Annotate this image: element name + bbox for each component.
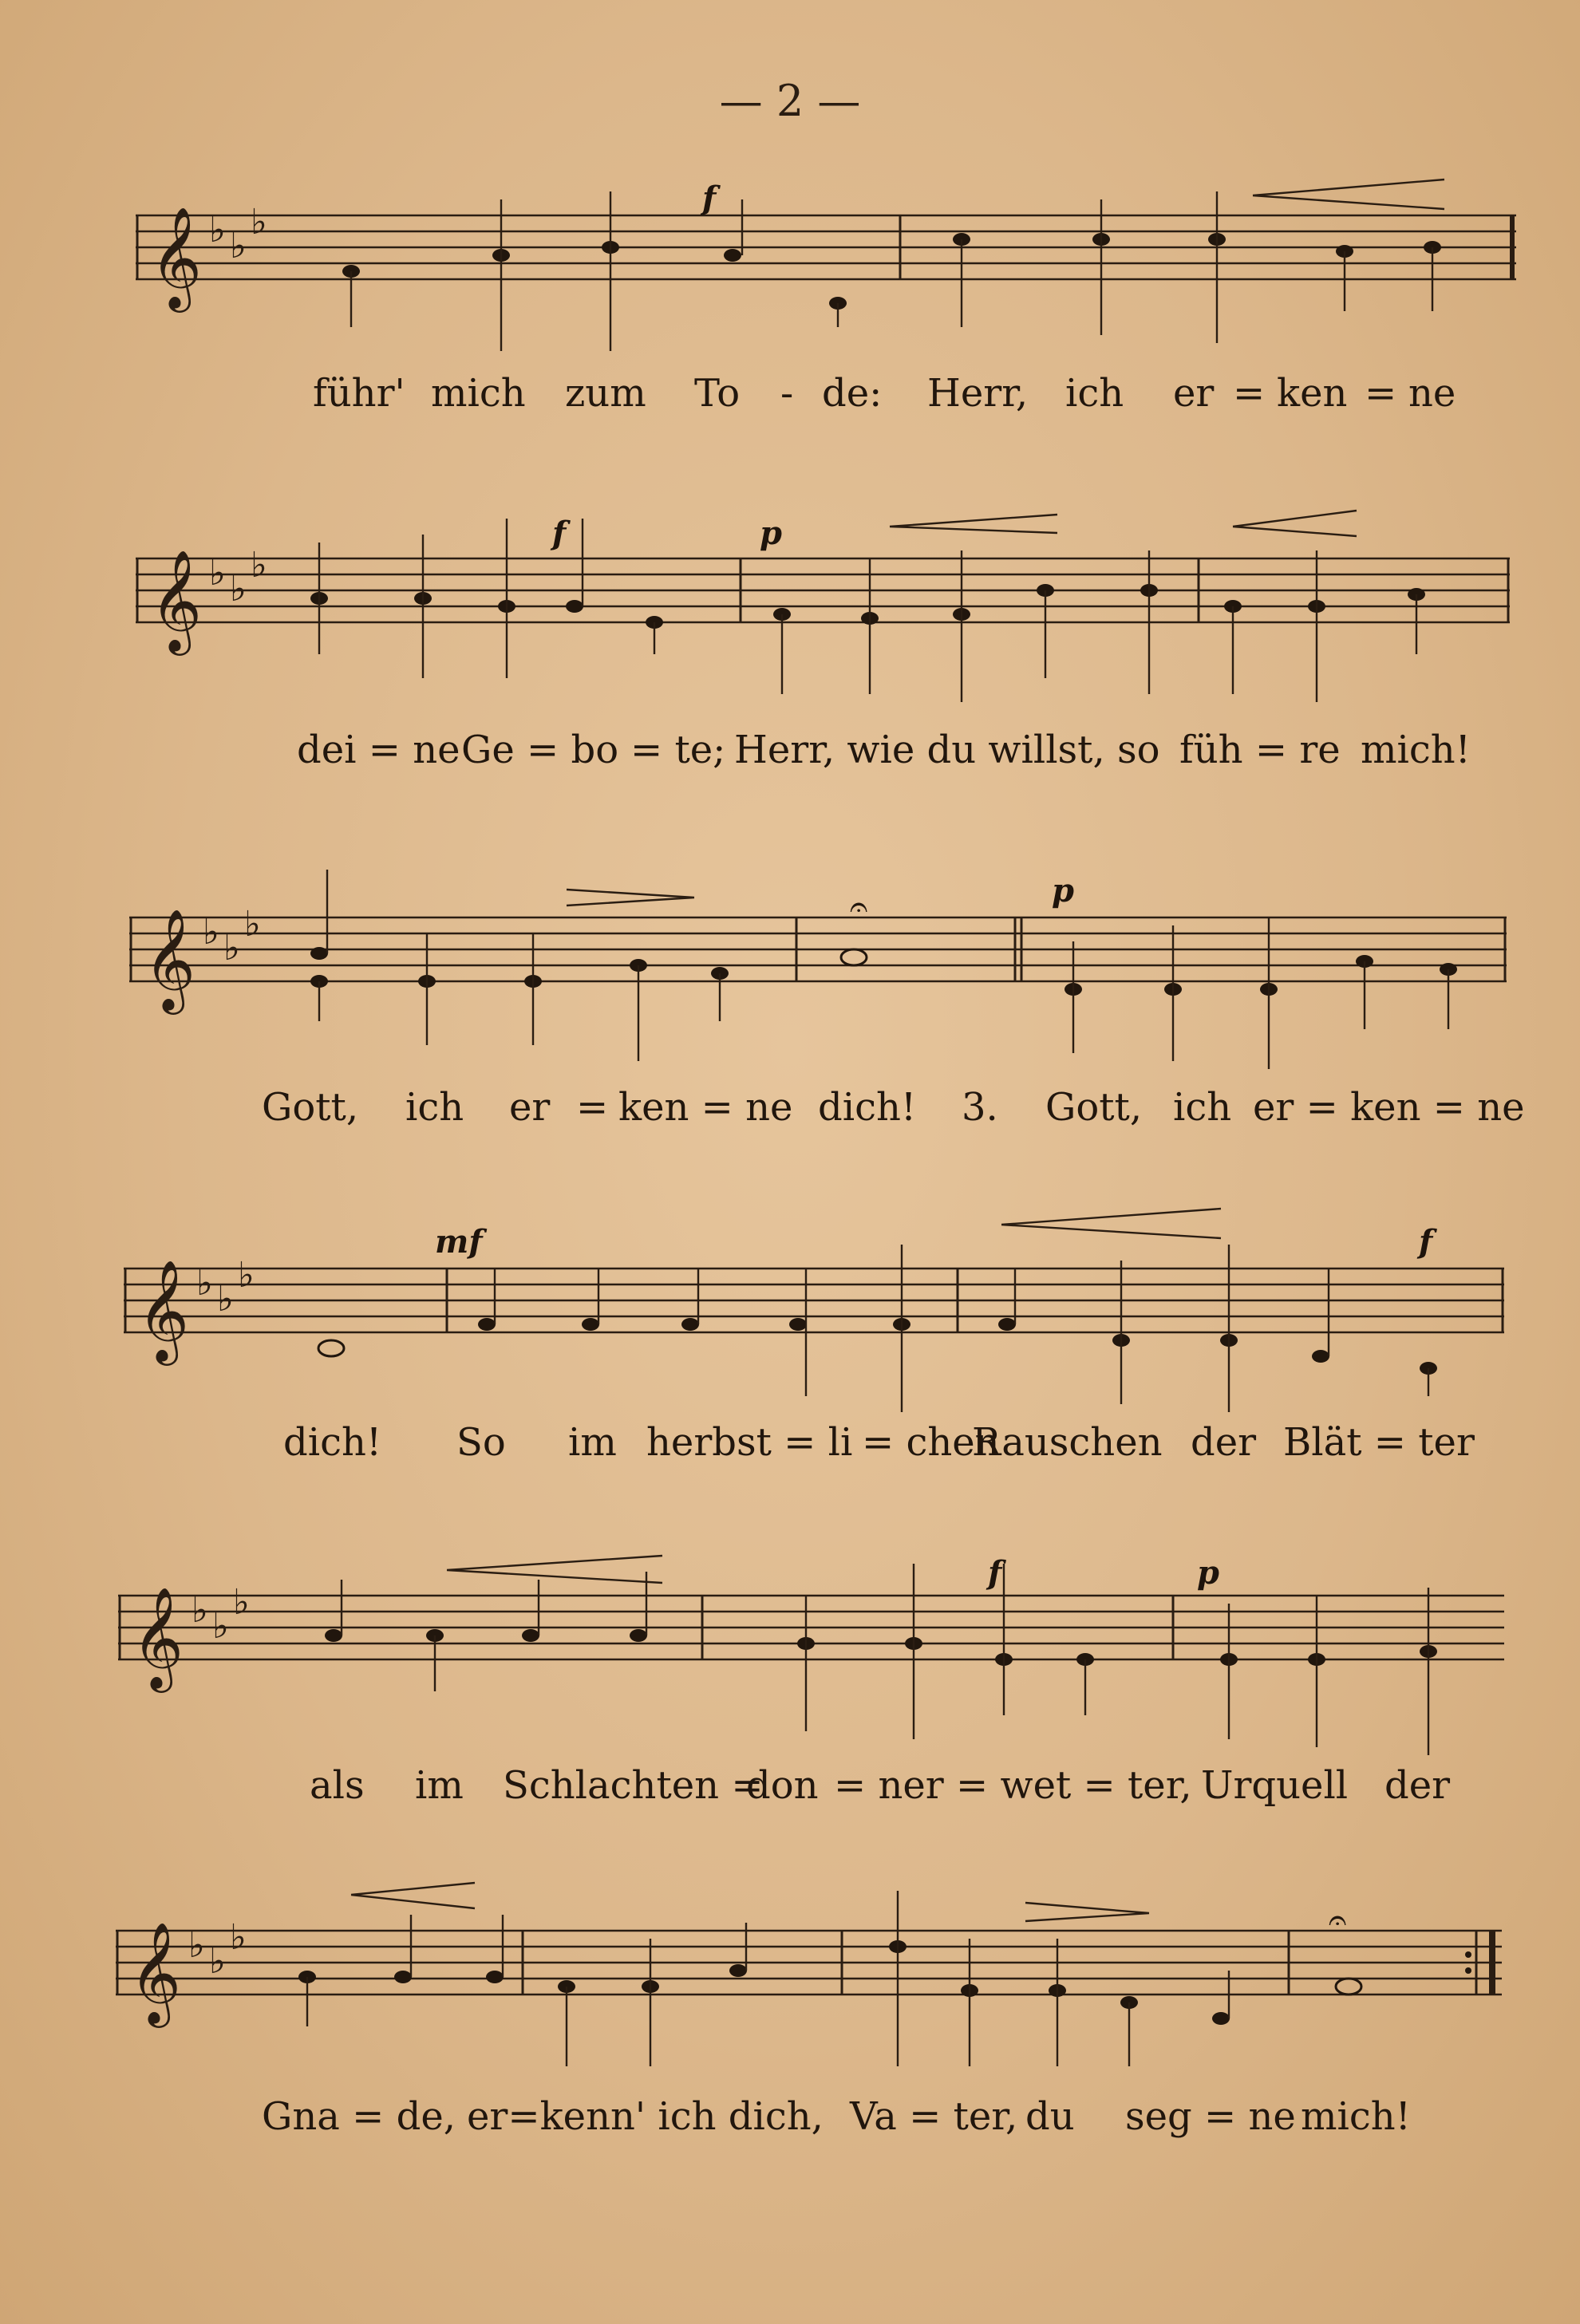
fermata-icon: 𝄐 bbox=[1329, 1902, 1347, 1939]
lyric-syllable: der bbox=[1191, 1420, 1257, 1465]
lyric-syllable: füh = re bbox=[1179, 728, 1341, 772]
lyric-syllable: de: bbox=[822, 371, 883, 416]
svg-text:♭: ♭ bbox=[230, 1917, 247, 1958]
svg-text:♭: ♭ bbox=[212, 1606, 229, 1647]
lyrics-line-6 bbox=[0, 2094, 1580, 2150]
lyric-syllable: ich bbox=[1065, 371, 1124, 416]
lyric-syllable: Blät = ter bbox=[1283, 1420, 1475, 1465]
lyric-syllable: im bbox=[415, 1763, 464, 1808]
lyric-syllable: dei = ne bbox=[297, 728, 460, 772]
lyric-syllable: dich! bbox=[283, 1420, 382, 1465]
lyric-syllable: er = ken = ne bbox=[1253, 1085, 1525, 1130]
svg-text:♭: ♭ bbox=[238, 1255, 255, 1296]
svg-text:♭: ♭ bbox=[217, 1279, 234, 1320]
lyric-syllable: Va = ter, bbox=[850, 2094, 1018, 2139]
dynamic-mezzo-forte: mf bbox=[435, 1223, 483, 1261]
lyric-syllable: er bbox=[509, 1085, 551, 1130]
lyric-syllable: im bbox=[568, 1420, 617, 1465]
svg-text:♭: ♭ bbox=[192, 1590, 208, 1631]
svg-text:♭: ♭ bbox=[203, 912, 219, 953]
lyric-syllable: mich! bbox=[1361, 728, 1471, 772]
lyric-syllable: Schlachten = bbox=[503, 1763, 764, 1808]
lyric-syllable: ne bbox=[1408, 371, 1456, 416]
svg-text:𝄞: 𝄞 bbox=[150, 206, 203, 308]
svg-text:𝄞: 𝄞 bbox=[132, 1586, 184, 1688]
lyric-syllable: dich! bbox=[818, 1085, 917, 1130]
lyric-syllable: führ' bbox=[313, 371, 405, 416]
lyric-syllable: ich bbox=[405, 1085, 464, 1130]
lyric-syllable: er bbox=[1173, 371, 1215, 416]
svg-text:♭: ♭ bbox=[223, 928, 240, 969]
lyric-syllable: du bbox=[1025, 2094, 1075, 2139]
lyric-syllable: = bbox=[1365, 371, 1397, 416]
svg-text:𝄞: 𝄞 bbox=[144, 908, 196, 1010]
svg-text:♭: ♭ bbox=[209, 553, 226, 594]
svg-text:♭: ♭ bbox=[209, 1941, 226, 1982]
svg-text:♭: ♭ bbox=[251, 202, 267, 243]
svg-text:𝄞: 𝄞 bbox=[150, 549, 203, 651]
svg-text:♭: ♭ bbox=[230, 226, 247, 266]
lyric-syllable: Gna = de, bbox=[262, 2094, 456, 2139]
dynamic-forte: f bbox=[1419, 1223, 1433, 1261]
dynamic-forte: f bbox=[988, 1554, 1002, 1592]
lyric-syllable: der bbox=[1384, 1763, 1451, 1808]
lyric-syllable: herbst = li bbox=[646, 1420, 853, 1465]
lyric-syllable: Herr, wie du willst, so bbox=[734, 728, 1160, 772]
lyric-syllable: Gott, bbox=[1045, 1085, 1143, 1130]
lyric-syllable: So bbox=[456, 1420, 506, 1465]
lyric-syllable: mich! bbox=[1301, 2094, 1411, 2139]
lyric-syllable: zum bbox=[565, 371, 646, 416]
lyric-syllable: Rauschen bbox=[972, 1420, 1163, 1465]
lyric-syllable: Ge = bo bbox=[461, 728, 619, 772]
svg-text:♭: ♭ bbox=[230, 569, 247, 610]
lyric-syllable: Urquell bbox=[1201, 1763, 1349, 1808]
svg-text:♭: ♭ bbox=[244, 904, 261, 945]
dynamic-forte: f bbox=[702, 180, 717, 217]
lyric-syllable: - bbox=[780, 371, 794, 416]
dynamic-piano: p bbox=[1197, 1554, 1219, 1592]
fermata-icon: 𝄐 bbox=[850, 889, 868, 925]
svg-text:♭: ♭ bbox=[209, 210, 226, 251]
lyric-syllable: mich bbox=[431, 371, 526, 416]
svg-text:♭: ♭ bbox=[196, 1263, 213, 1304]
svg-text:♭: ♭ bbox=[251, 545, 267, 586]
dynamic-forte: f bbox=[552, 515, 567, 552]
lyric-syllable: ken = ne bbox=[618, 1085, 793, 1130]
lyric-syllable: = ner = wet = ter, bbox=[834, 1763, 1192, 1808]
lyric-syllable: er=kenn' ich dich, bbox=[467, 2094, 824, 2139]
dynamic-piano: p bbox=[760, 515, 782, 552]
lyric-syllable: Herr, bbox=[927, 371, 1029, 416]
svg-text:𝄞: 𝄞 bbox=[137, 1259, 190, 1361]
svg-text:♭: ♭ bbox=[233, 1582, 250, 1623]
page-number: — 2 — bbox=[719, 76, 861, 126]
svg-text:♭: ♭ bbox=[188, 1925, 205, 1966]
svg-text:𝄞: 𝄞 bbox=[129, 1921, 182, 2023]
dynamic-piano: p bbox=[1052, 872, 1074, 909]
lyric-syllable: 3. bbox=[962, 1085, 998, 1130]
lyric-syllable: Gott, bbox=[262, 1085, 359, 1130]
lyric-syllable: als bbox=[310, 1763, 365, 1808]
lyric-syllable: ken bbox=[1277, 371, 1348, 416]
lyric-syllable: ich bbox=[1173, 1085, 1232, 1130]
lyric-syllable: = te; bbox=[630, 728, 726, 772]
lyric-syllable: = bbox=[576, 1085, 609, 1130]
lyric-syllable: To bbox=[694, 371, 741, 416]
lyric-syllable: = chen bbox=[862, 1420, 1000, 1465]
lyric-syllable: seg = ne bbox=[1125, 2094, 1296, 2139]
lyric-syllable: = bbox=[1233, 371, 1266, 416]
lyric-syllable: don bbox=[746, 1763, 819, 1808]
